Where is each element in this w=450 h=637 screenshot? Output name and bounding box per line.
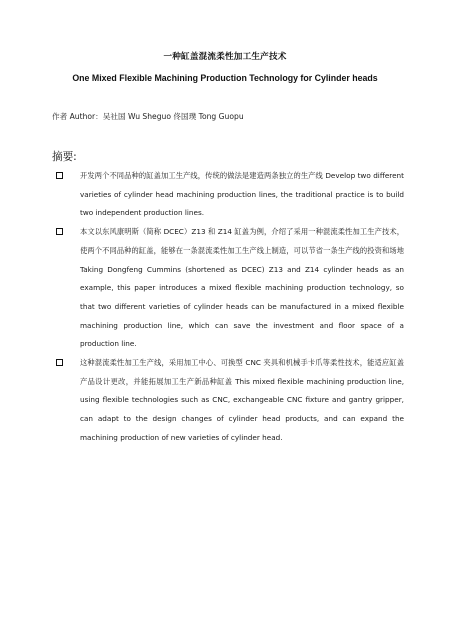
abstract-item [52,223,404,354]
abstract-list [52,167,404,448]
authors-line: 作者 Author：吴社国 Wu Sheguo 佟国璞 Tong Guopu [52,112,244,121]
title-english: One Mixed Flexible Machining Production Technology for Cylinder heads [72,73,378,83]
abstract-item-text: 本文以东风康明斯（简称 DCEC）Z13 和 Z14 缸盖为例，介绍了采用一种混流柔性加工生产技术，使两个不同品种的缸盖，能够在一条混流柔性加工生产线上制造，可以节省一条生产线的投资和场地 Taking Dongfeng Cummins (shortened as DCEC) Z13 and Z14 cylinder heads as an example, this paper introduces a mixed flexible machining production technology, so that two different varieties of cylinder heads can be manufactured in a mixed flexible machining production line, which can save the investment and floor space of a production line. [80,227,404,349]
square-bullet-icon [56,228,63,235]
square-bullet-icon [56,359,63,366]
title-chinese: 一种缸盖混流柔性加工生产技术 [163,52,287,62]
abstract-item-text: 这种混流柔性加工生产线，采用加工中心、可换型 CNC 夹具和机械手卡爪等柔性技术，能适应缸盖产品设计更改，并能拓展加工生产新品种缸盖 This mixed flexible machining production line, using flexible technologies such as CNC, exchangeable CNC fixture and gantry gripper, can adapt to the design changes of cylinder head products, and can expand the machining production of new varieties of cylinder head. [80,358,404,442]
abstract-item [52,167,404,223]
abstract-item-text: 开发两个不同品种的缸盖加工生产线，传统的做法是建造两条独立的生产线 Develop two different varieties of cylinder head machining production lines, the traditional practice is to build two independent production lines. [80,171,404,218]
abstract-heading: 摘要: [52,151,77,163]
square-bullet-icon [56,172,63,179]
abstract-item [52,354,404,448]
